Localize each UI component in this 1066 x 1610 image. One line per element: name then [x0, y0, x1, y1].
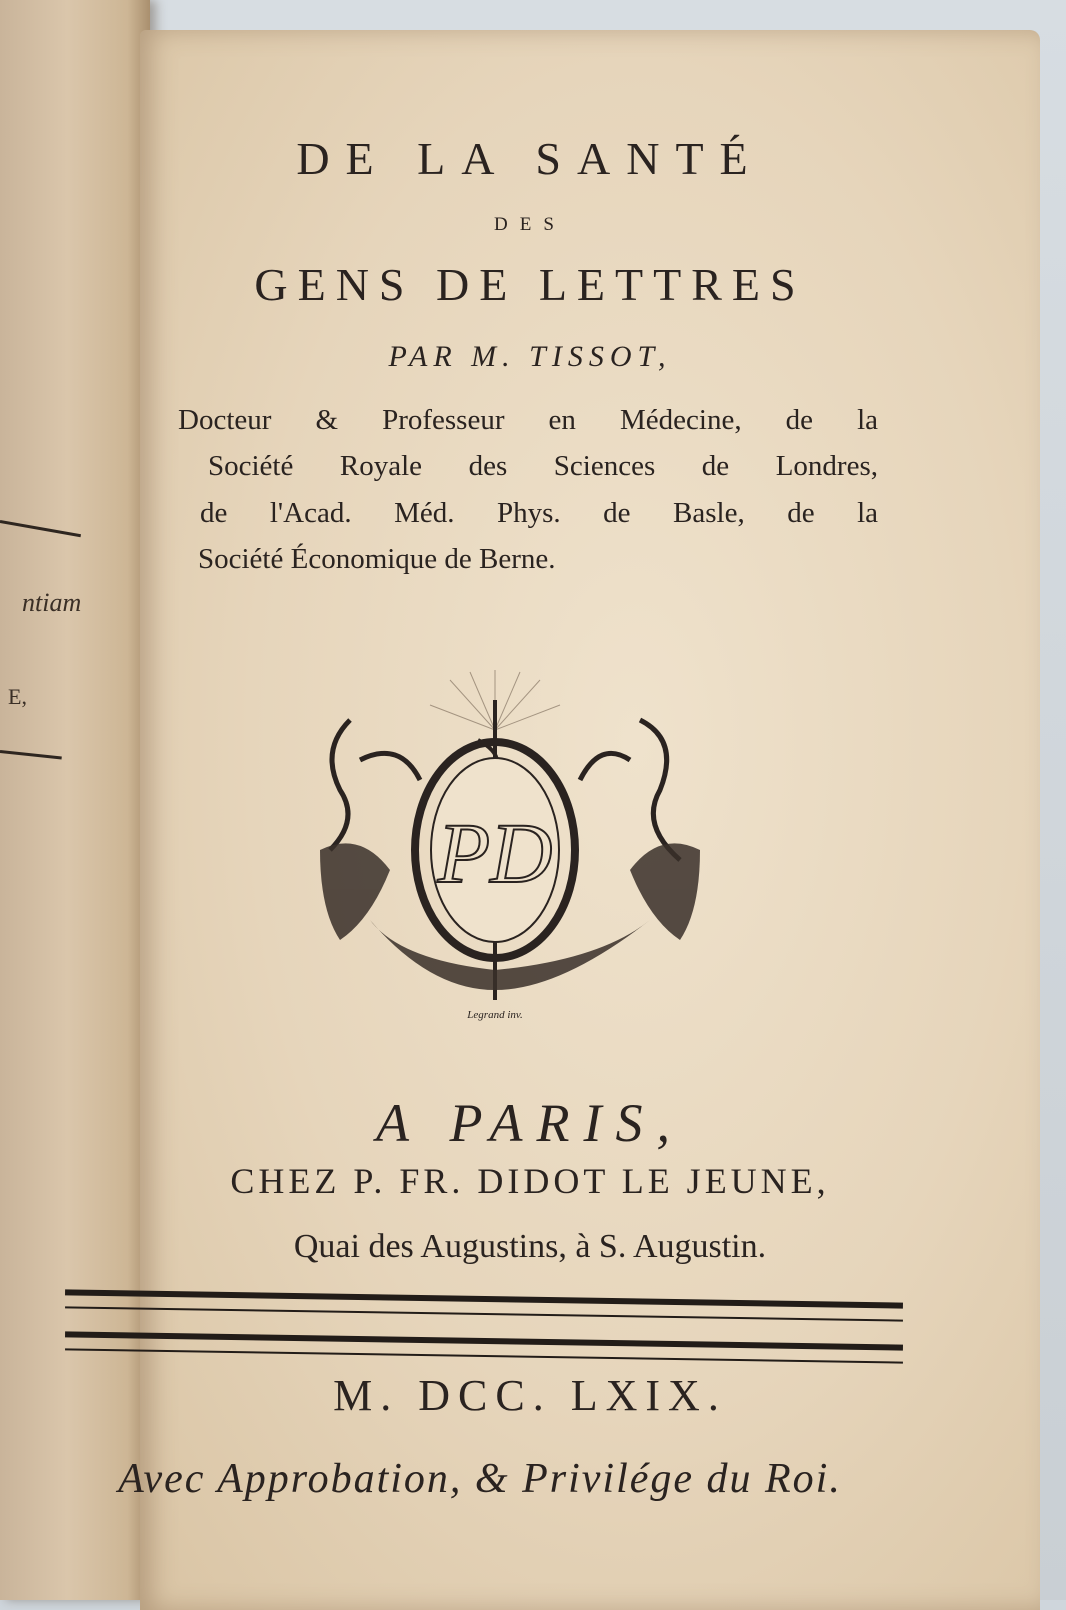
author-line: PAR M. TISSOT,	[388, 340, 672, 373]
left-page-fragment: ntiam	[22, 588, 82, 617]
title-line-1: DE LA SANTÉ	[296, 133, 764, 184]
imprint-publisher: CHEZ P. FR. DIDOT LE JEUNE,	[230, 1161, 830, 1201]
imprint-city: A PARIS,	[376, 1093, 684, 1153]
credential-line: Société Économique de Berne.	[198, 543, 556, 575]
credential-line: Docteur & Professeur en Médecine, de la	[178, 404, 878, 436]
imprint-address: Quai des Augustins, à S. Augustin.	[293, 1228, 767, 1265]
engraver-signature: Legrand inv.	[467, 1009, 523, 1021]
privilege-line: Avec Approbation, & Privilége du Roi.	[118, 1456, 842, 1502]
left-page	[0, 0, 150, 1600]
printer-device-ornament	[300, 660, 720, 1030]
left-page-rule	[0, 750, 62, 759]
credential-line: Société Royale des Sciences de Londres,	[208, 450, 878, 482]
monogram: PD	[437, 805, 553, 901]
left-page-rule	[0, 520, 81, 537]
left-page-fragment: E,	[8, 684, 27, 709]
title-line-2: DES	[494, 214, 566, 235]
title-line-3: GENS DE LETTRES	[254, 259, 806, 310]
credential-line: de l'Acad. Méd. Phys. de Basle, de la	[200, 497, 878, 529]
imprint-date: M. DCC. LXIX.	[333, 1371, 727, 1420]
